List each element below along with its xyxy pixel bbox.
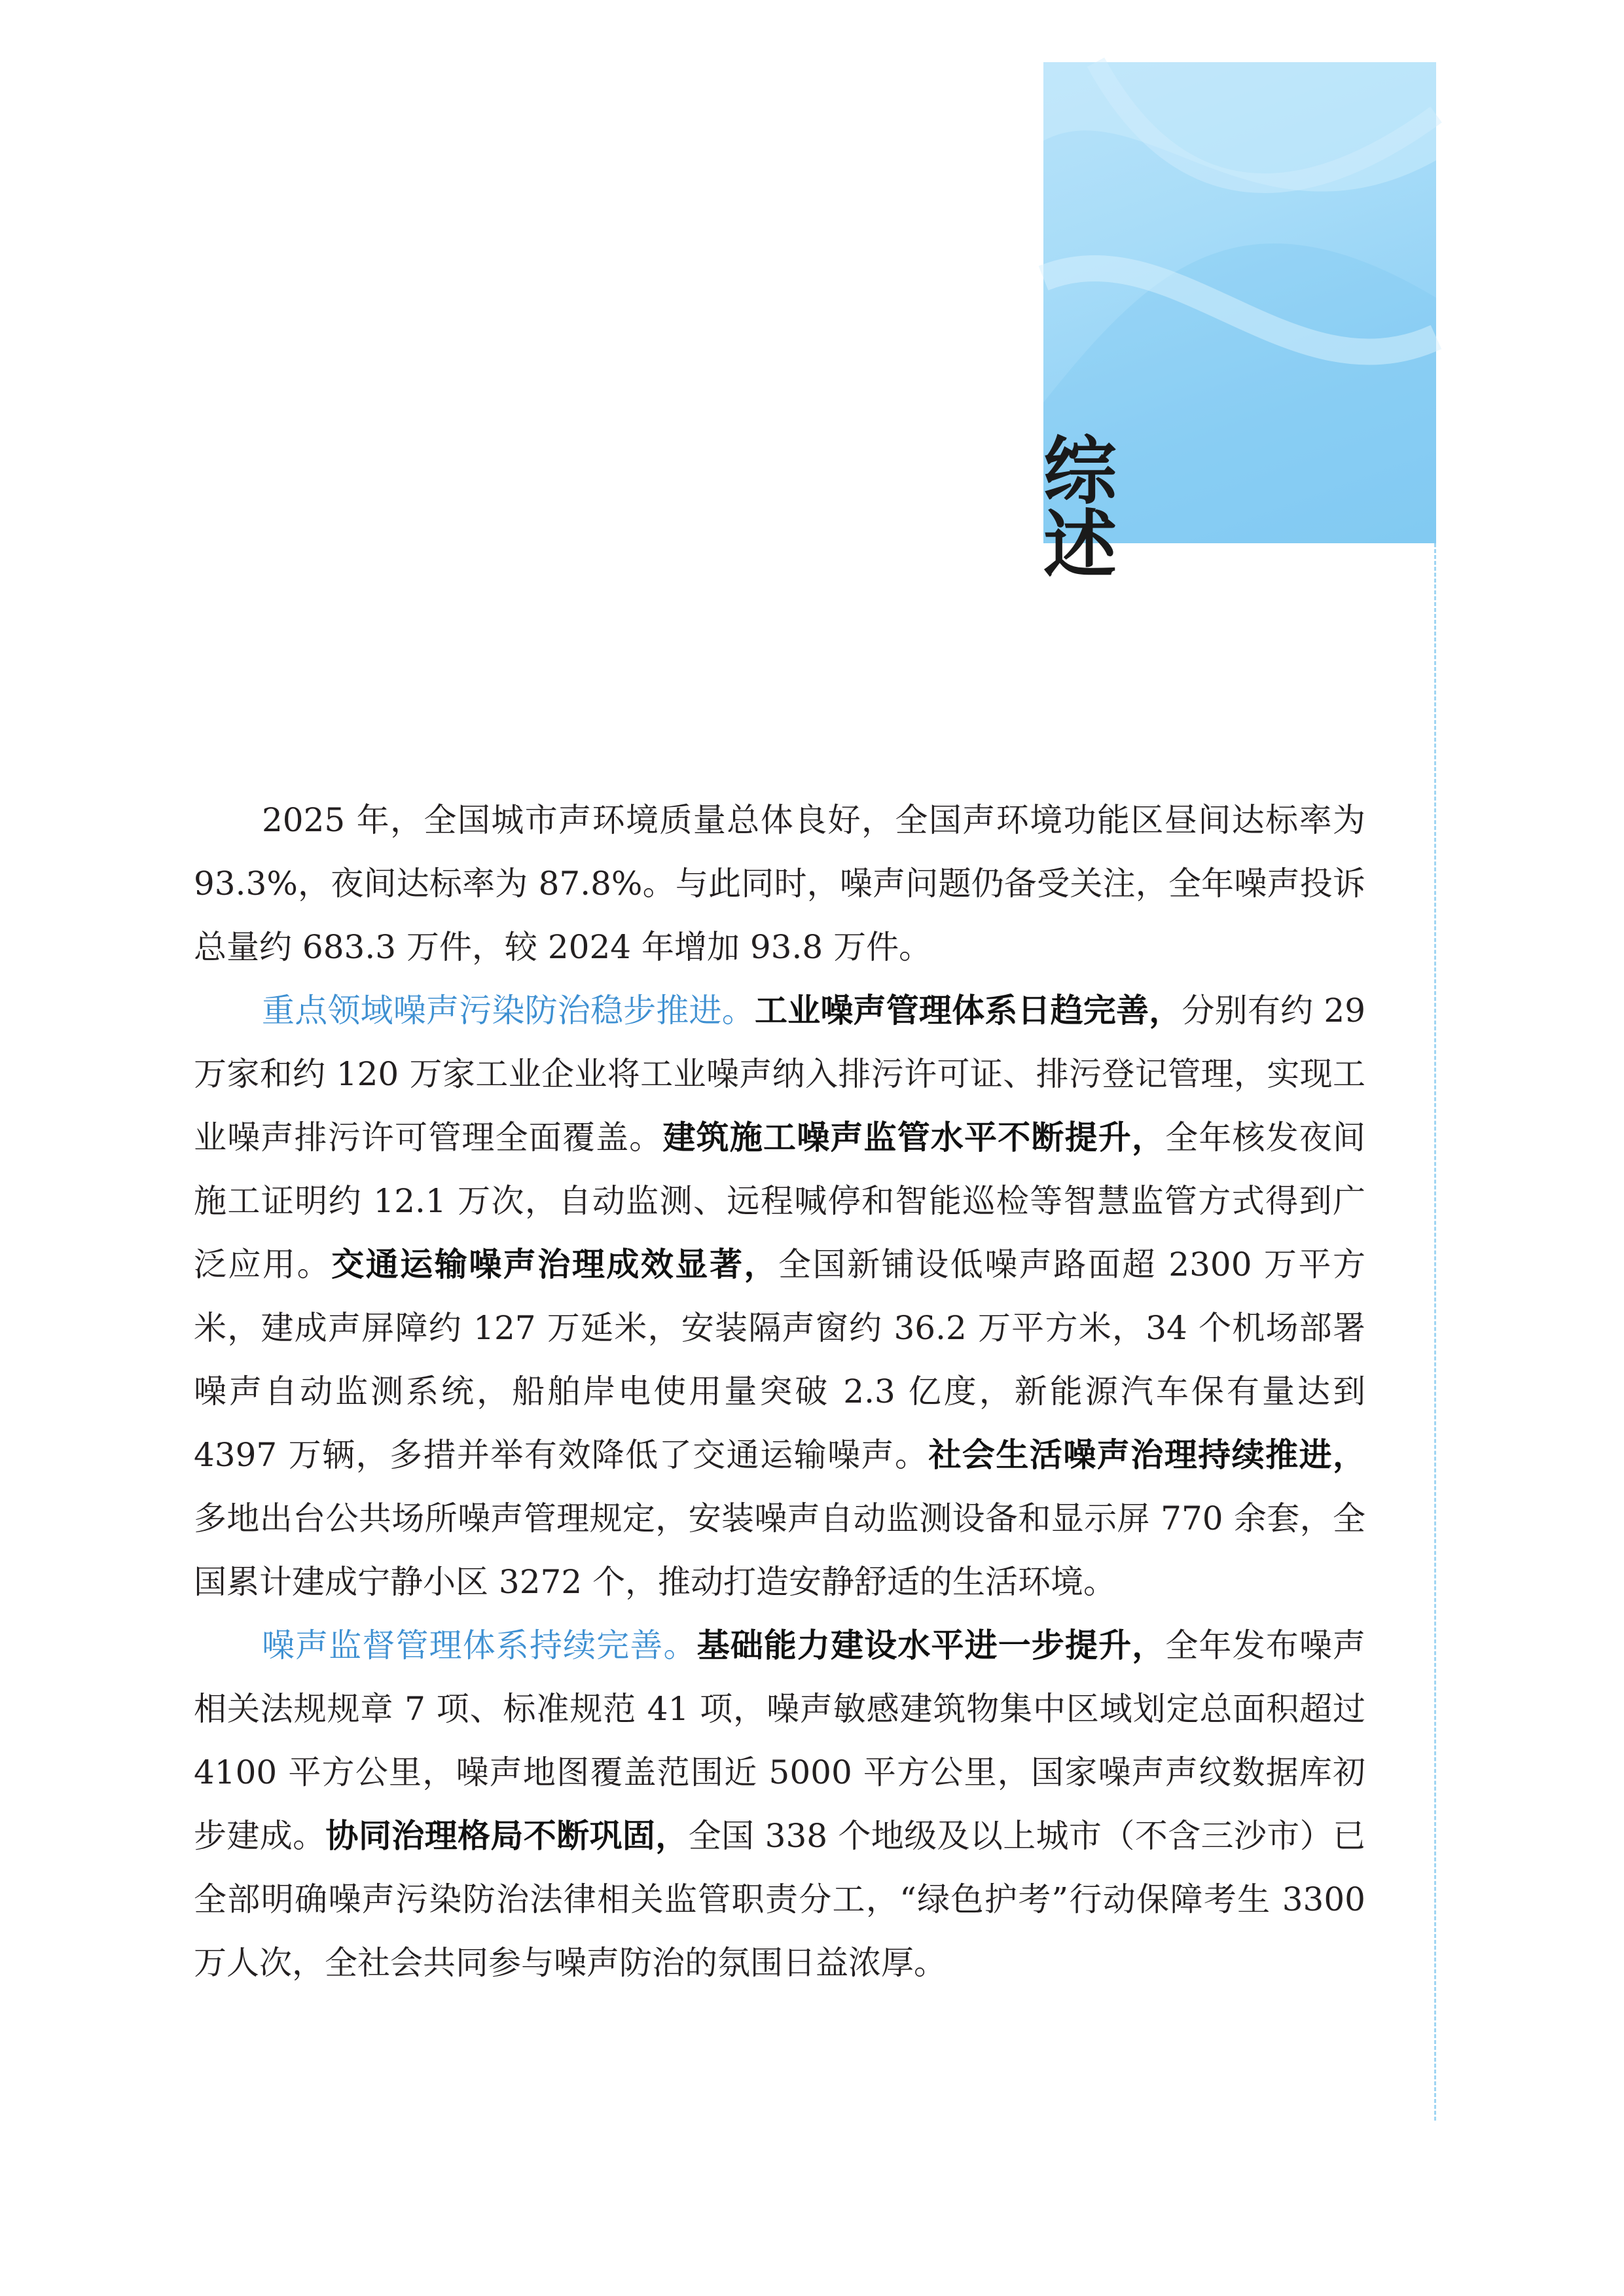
paragraph-text: 全年核发夜间施工证明约 12.1 万次，自动监测、远程喊停和智能巡检等智慧监管方式得到广泛应用。	[194, 1119, 1366, 1283]
paragraph-text: 多地出台公共场所噪声管理规定，安装噪声自动监测设备和显示屏 770 余套，全国累计建成宁静小区 3272 个，推动打造安静舒适的生活环境。	[194, 1499, 1365, 1601]
emphasis-text: 工业噪声管理体系日趋完善，	[754, 992, 1182, 1030]
paragraph-key-areas	[194, 979, 1365, 1614]
emphasis-text: 建筑施工噪声监管水平不断提升，	[662, 1119, 1166, 1157]
section-header-banner	[1043, 62, 1436, 588]
emphasis-text: 交通运输噪声治理成效显著，	[331, 1246, 779, 1283]
paragraph-supervision	[194, 1614, 1365, 1995]
paragraph-text: 全国 338 个地级及以上城市（不含三沙市）已全部明确噪声污染防治法律相关监管职责分工，“绿色护考”行动保障考生 3300 万人次，全社会共同参与噪声防治的氛围日益浓厚。	[194, 1817, 1366, 1982]
paragraph-text: 全国新铺设低噪声路面超 2300 万平方米，建成声屏障约 127 万延米，安装隔声窗约 36.2 万平方米，34 个机场部署噪声自动监测系统，船舶岸电使用量突破 2.3 亿度，新能源汽车保有量达到 4397 万辆，多措并举有效降低了交通运输噪声。	[194, 1246, 1365, 1474]
emphasis-text: 协同治理格局不断巩固，	[325, 1817, 689, 1855]
section-title: 综 述	[1043, 429, 1334, 588]
emphasis-text: 基础能力建设水平进一步提升，	[696, 1626, 1166, 1664]
body-text	[194, 789, 1365, 1995]
paragraph-text: 全年发布噪声相关法规规章 7 项、标准规范 41 项，噪声敏感建筑物集中区域划定总面积超过 4100 平方公里，噪声地图覆盖范围近 5000 平方公里，国家噪声声纹数据库初步建成。	[194, 1626, 1365, 1855]
paragraph-lead: 噪声监督管理体系持续完善。	[262, 1626, 697, 1664]
paragraph-overview: 2025 年，全国城市声环境质量总体良好，全国声环境功能区昼间达标率为 93.3%，夜间达标率为 87.8%。与此同时，噪声问题仍备受关注，全年噪声投诉总量约 683.3 万件，较 2024 年增加 93.8 万件。	[194, 801, 1365, 966]
paragraph-lead: 重点领域噪声污染防治稳步推进。	[262, 992, 755, 1030]
emphasis-text: 社会生活噪声治理持续推进，	[928, 1436, 1366, 1474]
paragraph-text: 分别有约 29 万家和约 120 万家工业企业将工业噪声纳入排污许可证、排污登记管理，实现工业噪声排污许可管理全面覆盖。	[194, 992, 1366, 1157]
side-divider	[1434, 543, 1436, 2121]
